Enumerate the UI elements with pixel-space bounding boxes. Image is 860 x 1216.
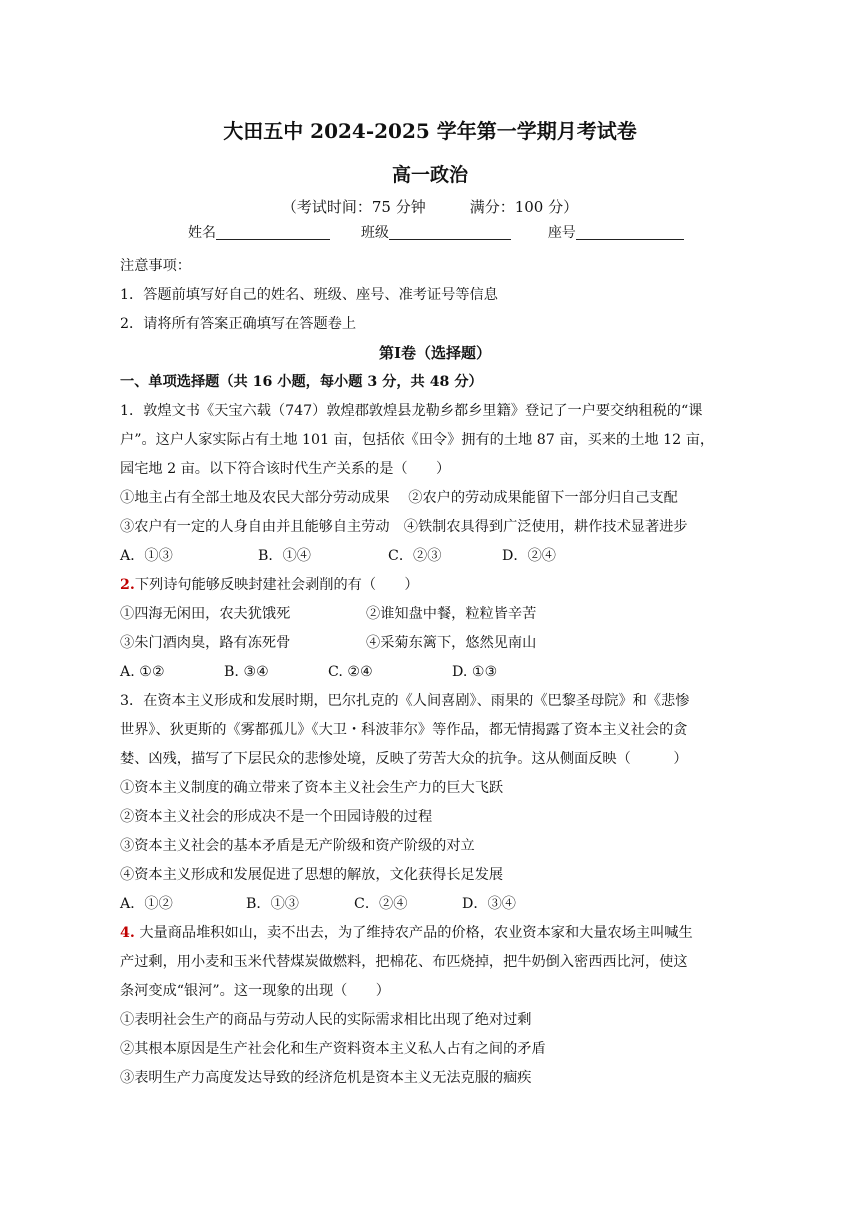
exam-time: （考试时间：75 分钟 — [281, 198, 426, 216]
question-3-line: 世界》、狄更斯的《雾都孤儿》《大卫・科波菲尔》等作品，都无情揭露了资本主义社会的贪 — [120, 722, 688, 738]
exam-body — [120, 252, 750, 1093]
question-2-choice: ④采菊东篱下，悠然见南山 — [366, 635, 537, 651]
option-b: B．①③ — [246, 896, 299, 912]
option-d: D．③④ — [462, 896, 516, 912]
name-label: 姓名 — [188, 225, 216, 241]
exam-score: 满分：100 分） — [469, 198, 579, 216]
question-2-stem — [120, 571, 750, 600]
question-2-number: 2. — [120, 577, 135, 593]
notice-title: 注意事项： — [120, 258, 191, 274]
exam-time-score — [0, 196, 860, 217]
option-a: A. ①② — [120, 664, 165, 680]
question-4-text: 大量商品堆积如山，卖不出去，为了维持农产品的价格，农业资本家和大量农场主叫喊生 — [139, 925, 693, 941]
question-3-line: 3．在资本主义形成和发展时期，巴尔扎克的《人间喜剧》、雨果的《巴黎圣母院》和《悲惨 — [120, 693, 690, 709]
notice-item: 1．答题前填写好自己的姓名、班级、座号、准考证号等信息 — [120, 287, 498, 303]
question-3-choice: ④资本主义形成和发展促进了思想的解放，文化获得长足发展 — [120, 867, 504, 883]
option-c: C．②④ — [354, 896, 408, 912]
option-c: C．②③ — [388, 548, 442, 564]
question-4-number: 4. — [120, 925, 135, 941]
question-2-choice-row — [120, 600, 750, 629]
option-a: A．①③ — [120, 548, 173, 564]
option-c: C. ②④ — [328, 664, 373, 680]
question-1-line: 园宅地 2 亩。以下符合该时代生产关系的是（ ） — [120, 461, 451, 477]
exam-title: 大田五中 2024-2025 学年第一学期月考试卷 — [223, 119, 637, 143]
question-3-line: 婪、凶残，描写了下层民众的悲惨处境，反映了劳苦大众的抗争。这从侧面反映（ ） — [120, 751, 688, 767]
class-label: 班级 — [360, 225, 389, 241]
question-4-choice: ②其根本原因是生产社会化和生产资料资本主义私人占有之间的矛盾 — [120, 1041, 546, 1057]
question-2-options — [120, 658, 750, 687]
seat-label: 座号 — [547, 225, 576, 241]
volume-heading: 第Ⅰ卷（选择题） — [378, 344, 492, 362]
option-b: B．①④ — [258, 548, 311, 564]
option-d: D. ①③ — [452, 664, 498, 680]
option-a: A．①② — [120, 896, 173, 912]
class-blank[interactable] — [389, 225, 511, 240]
option-b: B. ③④ — [224, 664, 269, 680]
question-1-choice: ①地主占有全部土地及农民大部分劳动成果 ②农户的劳动成果能留下一部分归自己支配 — [120, 490, 678, 506]
exam-subject: 高一政治 — [391, 164, 468, 186]
question-1-line: 户”。这户人家实际占有土地 101 亩，包括依《田令》拥有的土地 87 亩，买来的土地 12 亩， — [120, 432, 715, 448]
notice-item: 2．请将所有答案正确填写在答题卷上 — [120, 316, 357, 332]
question-4-line: 产过剩，用小麦和玉米代替煤炭做燃料，把棉花、布匹烧掉，把牛奶倒入密西西比河，使这 — [120, 954, 688, 970]
question-2-text: 下列诗句能够反映封建社会剥削的有（ ） — [134, 577, 419, 593]
question-1-line: 1．敦煌文书《天宝六载（747）敦煌郡敦煌县龙勒乡都乡里籍》登记了一户要交纳租税的“课 — [120, 403, 703, 419]
question-2-choice: ①四海无闲田，农夫犹饿死 — [120, 606, 291, 622]
section-heading: 一、单项选择题（共 16 小题，每小题 3 分，共 48 分） — [120, 374, 483, 390]
question-3-options — [120, 890, 750, 919]
question-3-choice: ②资本主义社会的形成决不是一个田园诗般的过程 — [120, 809, 433, 825]
question-3-choice: ①资本主义制度的确立带来了资本主义社会生产力的巨大飞跃 — [120, 780, 504, 796]
question-2-choice-row — [120, 629, 750, 658]
question-1-options — [120, 542, 750, 571]
question-2-choice: ③朱门酒肉臭，路有冻死骨 — [120, 635, 291, 651]
question-4-line: 条河变成“银河”。这一现象的出现（ ） — [120, 983, 390, 999]
option-d: D．②④ — [502, 548, 556, 564]
question-4-stem — [120, 919, 750, 948]
question-2-choice: ②谁知盘中餐，粒粒皆辛苦 — [366, 606, 537, 622]
seat-blank[interactable] — [576, 225, 684, 240]
name-blank[interactable] — [216, 225, 330, 240]
question-4-choice: ③表明生产力高度发达导致的经济危机是资本主义无法克服的痼疾 — [120, 1070, 532, 1086]
question-3-choice: ③资本主义社会的基本矛盾是无产阶级和资产阶级的对立 — [120, 838, 475, 854]
student-info — [188, 222, 684, 242]
question-1-choice: ③农户有一定的人身自由并且能够自主劳动 ④铁制农具得到广泛使用，耕作技术显著进步 — [120, 519, 688, 535]
question-4-choice: ①表明社会生产的商品与劳动人民的实际需求相比出现了绝对过剩 — [120, 1012, 532, 1028]
